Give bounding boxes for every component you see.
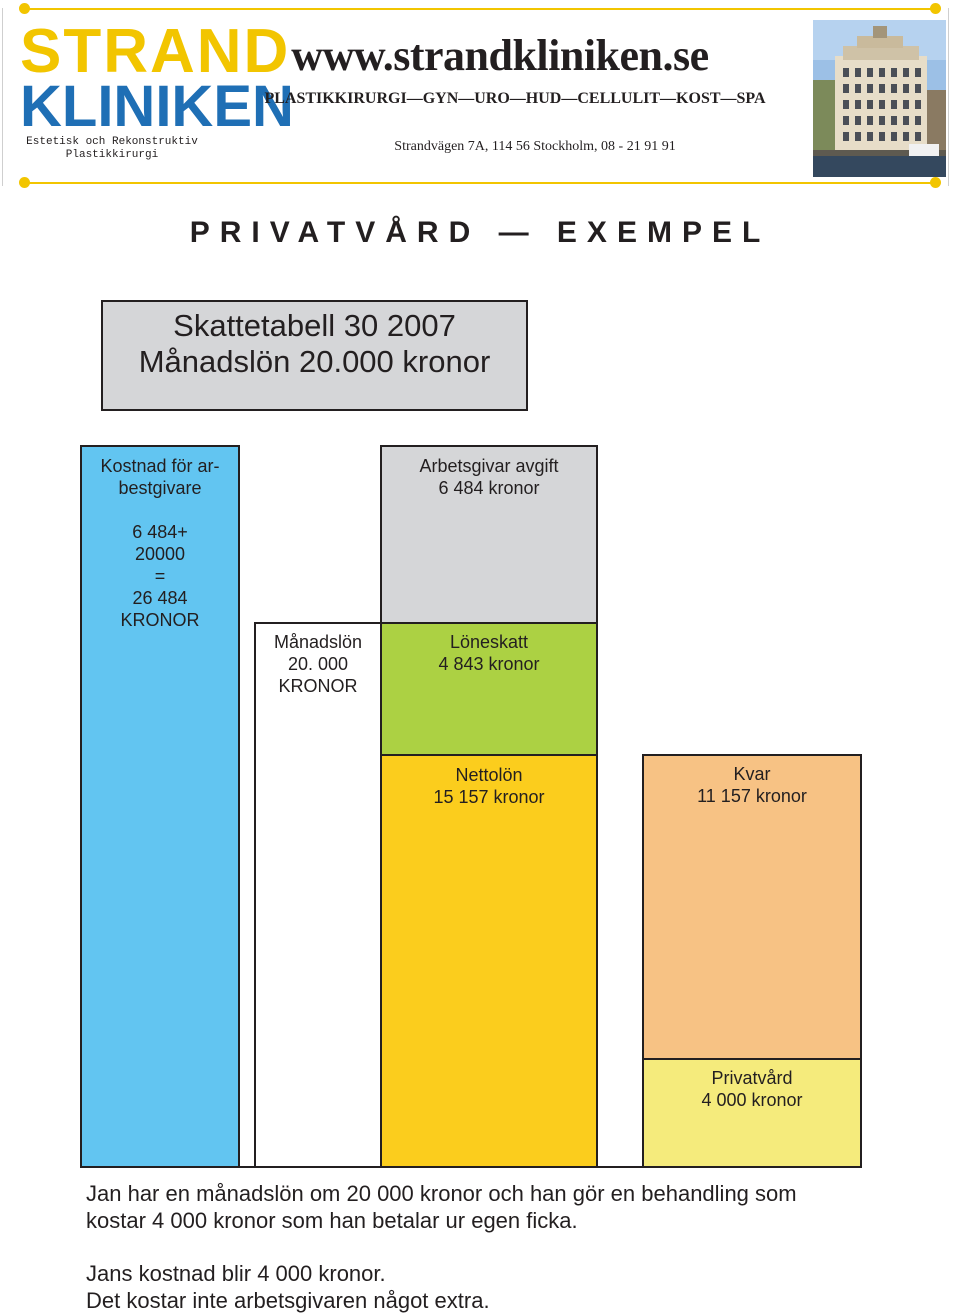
remaining-label [644,763,860,807]
remaining-segment [642,754,862,1060]
income-tax-label-line-2: 4 843 kronor [438,654,540,674]
monthly-salary-label-line-1: Månadslön [273,632,363,652]
monthly-salary-label-line-3: KRONOR [278,676,358,696]
employer-cost-calc-line-5: KRONOR [120,610,200,630]
explanation-line-1: Jan har en månadslön om 20 000 kronor och han gör en behandling som [86,1181,797,1206]
building-photo [813,20,946,177]
net-salary-segment [380,754,598,1168]
net-salary-label-line-1: Nettolön [455,765,523,785]
remaining-label-line-1: Kvar [733,764,771,784]
employer-cost-calc-line-3: = [154,566,166,586]
explanation-line-2: kostar 4 000 kronor som han betalar ur egen ficka. [86,1208,578,1233]
employer-cost-title-line-1: Kostnad för ar- [100,456,220,476]
logo-wordmark-strand: STRAND [20,17,291,86]
services-list: PLASTIKKIRURGI—GYN—URO—HUD—CELLULIT—KOST—SPA [264,90,766,107]
header-right-border [948,8,949,186]
header-rule-dot [930,177,941,188]
explanation-paragraph-2 [86,1260,886,1314]
explanation-line-3: Jans kostnad blir 4 000 kronor. [86,1261,386,1286]
net-salary-label-line-2: 15 157 kronor [433,787,545,807]
building-illustration [813,20,946,177]
explanation-paragraph-1 [86,1180,886,1234]
remaining-label-line-2: 11 157 kronor [697,786,807,806]
income-tax-label [382,631,596,675]
employer-cost-calc-line-2: 20000 [134,544,186,564]
employer-cost-title-line-2: bestgivare [118,478,202,498]
logo-tagline-line-1: Estetisk och Rekonstruktiv [26,136,198,148]
logo-tagline-line-2: Plastikkirurgi [65,149,159,161]
private-care-label-line-1: Privatvård [711,1068,793,1088]
header-rule-dot [930,3,941,14]
site-url: www.strandkliniken.se [291,31,709,80]
employer-fee-label-line-1: Arbetsgivar avgift [419,456,559,476]
employer-cost-calculation [82,521,238,631]
tax-info-box [101,300,528,411]
monthly-salary-bar [254,622,382,1168]
employer-fee-label [382,455,596,499]
income-tax-segment [380,622,598,756]
employer-cost-bar [80,445,240,1168]
income-tax-label-line-1: Löneskatt [449,632,529,652]
employer-cost-calc-line-4: 26 484 [132,588,188,608]
page-heading: PRIVATVÅRD — EXEMPEL [189,216,771,249]
chart-baseline [80,1166,862,1168]
employer-cost-title [82,455,238,499]
private-care-label-line-2: 4 000 kronor [701,1090,803,1110]
explanation-line-4: Det kostar inte arbetsgivaren något extra. [86,1288,490,1313]
employer-fee-segment [380,445,598,624]
header-left-border [2,8,3,186]
header-rule-dot [19,3,30,14]
monthly-salary-label-line-2: 20. 000 [287,654,349,674]
monthly-salary-label [256,631,380,697]
private-care-segment [642,1058,862,1168]
header-bottom-rule [24,182,936,184]
clinic-address: Strandvägen 7A, 114 56 Stockholm, 08 - 21 91 91 [394,139,676,154]
header-rule-dot [19,177,30,188]
tax-table-line: Skattetabell 30 2007 [173,308,456,343]
net-salary-label [382,764,596,808]
employer-fee-label-line-2: 6 484 kronor [438,478,540,498]
logo-wordmark-kliniken: KLINIKEN [20,74,294,139]
header-top-rule [24,8,936,10]
employer-cost-calc-line-1: 6 484+ [132,522,188,542]
private-care-label [644,1067,860,1111]
logo-tagline [20,136,204,162]
monthly-salary-line: Månadslön 20.000 kronor [138,344,491,379]
